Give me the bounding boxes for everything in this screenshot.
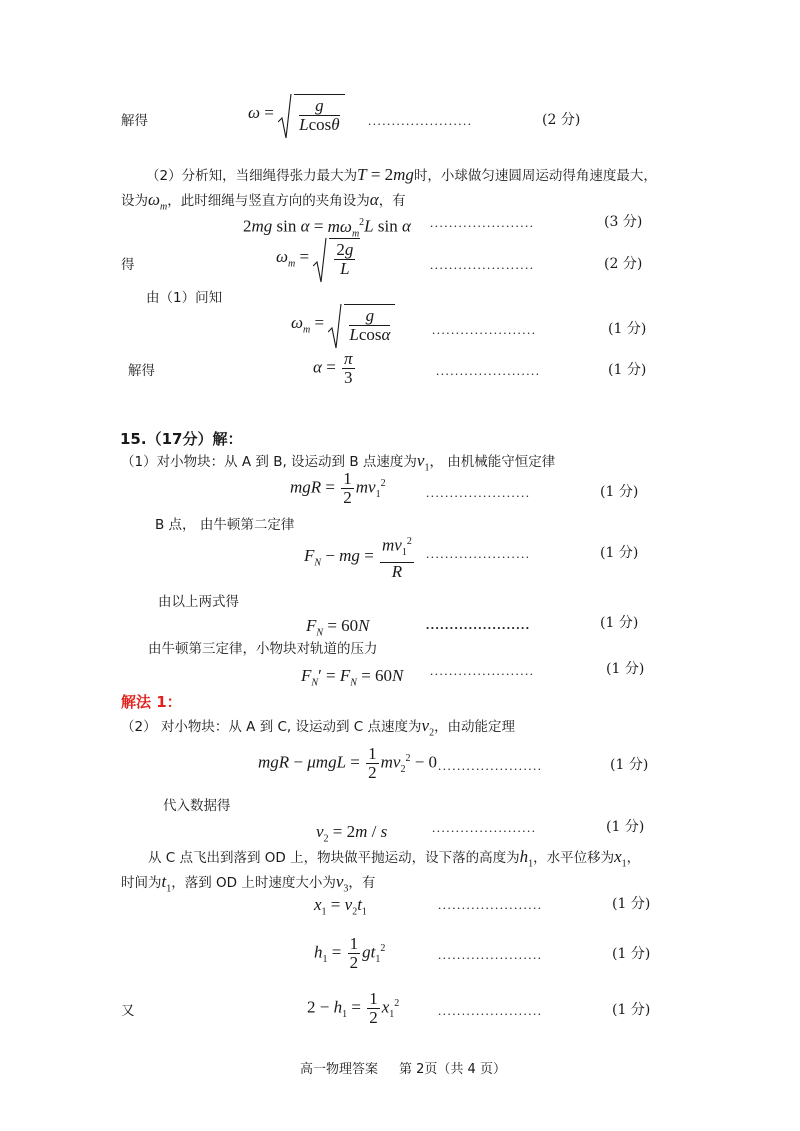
score-3: (2 分) (604, 256, 643, 272)
q15-line2: B 点， 由牛顿第二定律 (155, 517, 295, 533)
label-de: 得 (121, 257, 135, 273)
label-from1: 由（1）问知 (146, 290, 223, 306)
dots-5: ...................... (436, 363, 541, 378)
label-jiede-2: 解得 (128, 363, 155, 379)
eq-2mg-sin: 2mg $\sin \alpha = m\omega_m^2L$ sin α (243, 216, 411, 240)
score-2: (3 分) (604, 214, 643, 230)
score-8: (1 分) (600, 615, 639, 631)
m1-line2: 代入数据得 (163, 798, 231, 814)
eq-alpha: α = $\frac{\pi}{3}$ (313, 349, 353, 387)
sqrt-icon (328, 304, 342, 350)
eq-v2: $v_2 = 2m / s$ (316, 822, 388, 845)
label-jiede-1: 解得 (121, 113, 148, 129)
score-13: (1 分) (612, 946, 651, 962)
eq-h1: $h_1$ = $\frac{1}{2}$ $gt_1^2$ (314, 934, 386, 972)
dots-8: ...................... (426, 617, 531, 632)
m1-line4: 时间为$t_1$，落到 OD 上时速度大小为$v_3$，有 (121, 872, 376, 895)
dots-3: ...................... (430, 257, 535, 272)
score-4: (1 分) (608, 321, 647, 337)
eq-omega-m-cos: $\omega_m$ = $\frac{g}{Lcos\alpha}$ (291, 304, 395, 344)
eq-omega: ω = $\frac{g}{Lcos\theta}$ (248, 94, 345, 134)
score-7: (1 分) (600, 545, 639, 561)
score-1: (2 分) (542, 112, 581, 128)
sqrt-icon (278, 94, 292, 140)
q15-line1: （1）对小物块：从 A 到 B, 设运动到 B 点速度为$v_1$， 由机械能守恒定律 (121, 451, 556, 474)
eq-FN-mg: $F_N$ − mg = $\frac{mv_1^2}{R}$ (304, 533, 416, 581)
q15-line4: 由牛顿第三定律，小物块对轨道的压力 (148, 641, 378, 657)
footer-title: 高一物理答案 (300, 1062, 379, 1077)
q15-line3: 由以上两式得 (158, 594, 239, 610)
label-you: 又 (121, 1003, 135, 1019)
score-14: (1 分) (612, 1002, 651, 1018)
score-11: (1 分) (606, 819, 645, 835)
eq-x1: $x_1 = v_2t_1$ (314, 895, 367, 918)
dots-12: ...................... (438, 897, 543, 912)
dots-13: ...................... (438, 947, 543, 962)
eq-energy: mgR − μmgL = $\frac{1}{2}$ $mv_2^2 - 0$ (258, 744, 438, 782)
method1-title: 解法 1： (121, 693, 182, 711)
eq-FN-60: $F_N = 60N$ (306, 616, 370, 639)
eq-2-h1: $2 - h_1$ = $\frac{1}{2}$ $x_1^2$ (307, 989, 400, 1027)
score-9: (1 分) (606, 661, 645, 677)
score-10: (1 分) (610, 757, 649, 773)
dots-1: ...................... (368, 113, 473, 128)
score-6: (1 分) (600, 484, 639, 500)
dots-7: ...................... (426, 546, 531, 561)
m1-line3: 从 C 点飞出到落到 OD 上，物块做平抛运动，设下落的高度为$h_1$，水平位移为$x_1$， (148, 847, 641, 870)
p2-line1: （2）分析知，当细绳得张力最大为T = 2mg时，小球做匀速圆周运动得角速度最大， (146, 165, 657, 184)
dots-2: ...................... (430, 215, 535, 230)
p2-line2: 设为$\omega_m$，此时细绳与竖直方向的夹角设为α，有 (121, 190, 406, 213)
dots-9: ...................... (430, 663, 535, 678)
dots-10: ...................... (438, 758, 543, 773)
eq-omega-m: $\omega_m$ = $\frac{2g}{L}$ (276, 238, 360, 278)
sqrt-icon (313, 238, 327, 284)
dots-4: ...................... (432, 322, 537, 337)
score-5: (1 分) (608, 362, 647, 378)
score-12: (1 分) (612, 896, 651, 912)
dots-11: ...................... (432, 820, 537, 835)
dots-6: ...................... (426, 485, 531, 500)
eq-mgR: mgR = $\frac{1}{2}$ $mv_1^2$ (290, 469, 386, 507)
dots-14: ...................... (438, 1003, 543, 1018)
eq-FN-prime: $F_N' = F_N = 60N$ (301, 666, 404, 689)
m1-line1: （2） 对小物块：从 A 到 C, 设运动到 C 点速度为$v_2$，由动能定理 (121, 716, 516, 739)
footer-page: 第 2页（共 4 页） (399, 1062, 506, 1077)
q15-title: 15.（17分）解： (120, 430, 243, 448)
